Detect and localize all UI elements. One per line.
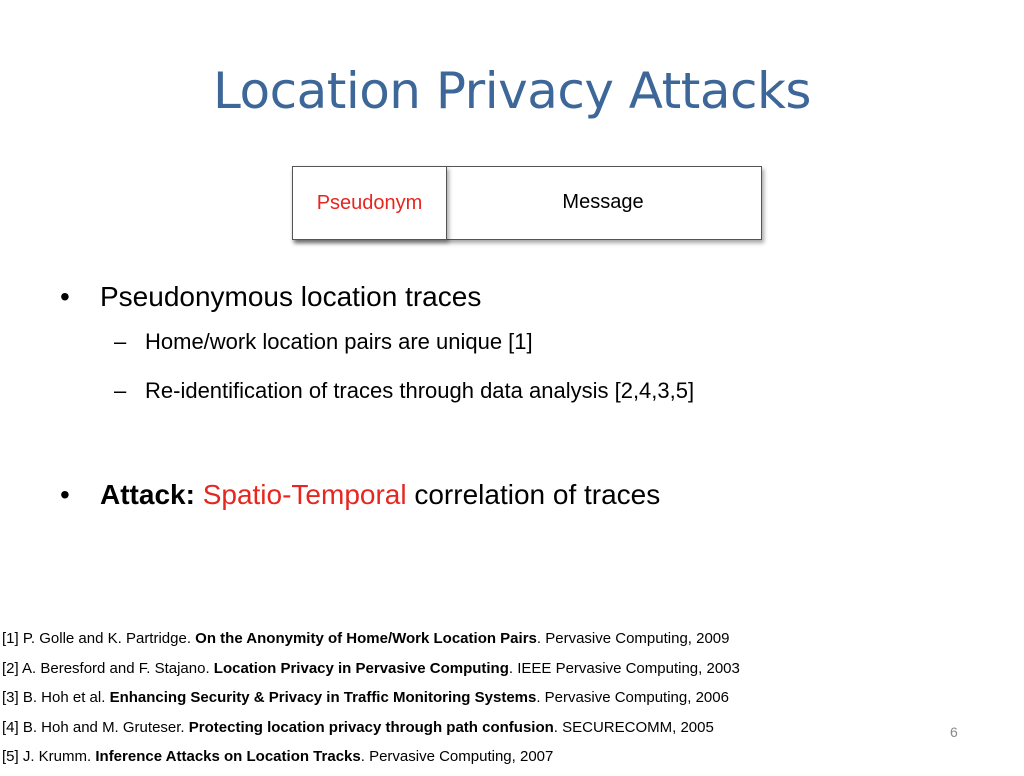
bullet-text: Pseudonymous location traces: [100, 281, 482, 312]
pseudonym-label: Pseudonym: [316, 191, 423, 214]
attack-rest: correlation of traces: [414, 479, 661, 510]
references-list: [2, 628, 740, 776]
sub-bullet-text: Re-identification of traces through data analysis [2,4,3,5]: [145, 378, 695, 403]
reference-item: [2] A. Beresford and F. Stajano. Location Privacy in Pervasive Computing. IEEE Pervasive Computing, 2003: [2, 659, 740, 677]
reference-item: [5] J. Krumm. Inference Attacks on Location Tracks. Pervasive Computing, 2007: [2, 748, 554, 765]
reference-item: [1] P. Golle and K. Partridge. On the Anonymity of Home/Work Location Pairs. Pervasive Computing, 2009: [2, 630, 730, 647]
spatio-temporal-highlight: Spatio-Temporal: [202, 479, 407, 510]
bullet-dot: •: [60, 479, 70, 510]
bullet-dot: •: [60, 281, 70, 312]
page-number: 6: [950, 724, 958, 740]
sub-bullet-text: Home/work location pairs are unique [1]: [145, 329, 533, 354]
sub-bullet-dash: –: [114, 378, 127, 403]
reference-item: [4] B. Hoh and M. Gruteser. Protecting location privacy through path confusion. SECURECOMM, 2005: [2, 718, 714, 736]
pseudonym-box: [292, 166, 447, 240]
sub-bullet-dash: –: [114, 329, 127, 354]
reference-item: [3] B. Hoh et al. Enhancing Security & Privacy in Traffic Monitoring Systems. Pervasive Computing, 2006: [2, 689, 729, 706]
slide-title: Location Privacy Attacks: [213, 62, 811, 120]
message-label: Message: [562, 190, 644, 213]
bullet-text: [100, 479, 660, 511]
attack-label: Attack:: [100, 479, 195, 510]
